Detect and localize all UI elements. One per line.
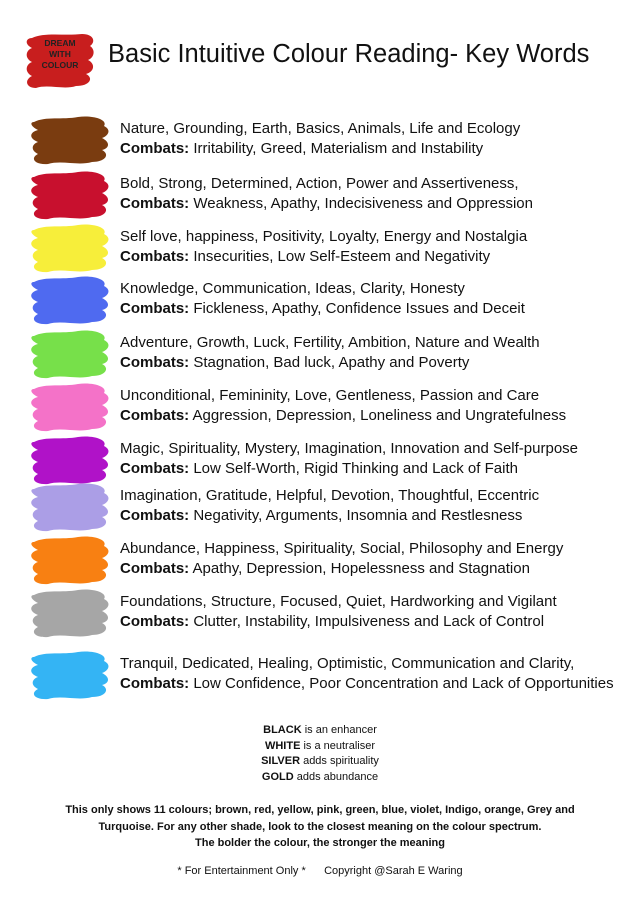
paint-swatch-icon bbox=[28, 220, 112, 276]
colour-row bbox=[0, 540, 640, 584]
paint-swatch-icon bbox=[28, 532, 112, 588]
note-black: BLACK is an enhancer bbox=[263, 724, 377, 736]
colour-combats bbox=[120, 675, 614, 692]
colour-row bbox=[0, 280, 640, 324]
colour-info-paragraph bbox=[40, 802, 600, 852]
info-line-3: The bolder the colour, the stronger the meaning bbox=[195, 837, 445, 849]
colour-row bbox=[0, 228, 640, 272]
combats-text: Negativity, Arguments, Insomnia and Restlesness bbox=[193, 507, 523, 524]
combats-label: Combats: bbox=[120, 407, 190, 424]
note-gold: GOLD adds abundance bbox=[261, 770, 379, 783]
paint-swatch-icon bbox=[28, 647, 112, 703]
colour-keywords: Magic, Spirituality, Mystery, Imagination, Innovation and Self-purpose bbox=[120, 440, 578, 457]
paint-swatch-icon bbox=[28, 112, 112, 168]
combats-label: Combats: bbox=[120, 507, 190, 524]
combats-label: Combats: bbox=[120, 560, 190, 577]
colour-combats bbox=[120, 195, 533, 212]
colour-keywords: Self love, happiness, Positivity, Loyalty, Energy and Nostalgia bbox=[120, 228, 528, 245]
info-line-2: Turquoise. For any other shade, look to the closest meaning on the colour spectrum. bbox=[98, 820, 542, 833]
colour-combats bbox=[120, 460, 518, 477]
combats-label: Combats: bbox=[120, 675, 190, 692]
colour-row bbox=[0, 440, 640, 484]
note-white: WHITE is a neutraliser bbox=[264, 739, 376, 752]
colour-keywords: Nature, Grounding, Earth, Basics, Animals, Life and Ecology bbox=[120, 120, 521, 137]
combats-text: Apathy, Depression, Hopelessness and Stagnation bbox=[192, 560, 530, 577]
combats-text: Weakness, Apathy, Indecisiveness and Oppression bbox=[193, 195, 533, 212]
colour-combats bbox=[120, 300, 525, 317]
colour-combats bbox=[120, 248, 490, 265]
colour-keywords: Adventure, Growth, Luck, Fertility, Ambition, Nature and Wealth bbox=[120, 334, 540, 351]
colour-row bbox=[0, 387, 640, 431]
page-title: Basic Intuitive Colour Reading- Key Words bbox=[108, 40, 590, 68]
combats-text: Low Self-Worth, Rigid Thinking and Lack of Faith bbox=[193, 460, 518, 477]
combats-label: Combats: bbox=[120, 195, 190, 212]
paint-swatch-icon bbox=[28, 379, 112, 435]
combats-text: Aggression, Depression, Loneliness and Ungratefulness bbox=[192, 407, 567, 424]
colour-keywords: Tranquil, Dedicated, Healing, Optimistic, Communication and Clarity, bbox=[120, 655, 575, 672]
colour-combats bbox=[120, 613, 544, 630]
combats-text: Irritability, Greed, Materialism and Instability bbox=[193, 140, 484, 157]
combats-text: Clutter, Instability, Impulsiveness and Lack of Control bbox=[193, 613, 545, 630]
combats-label: Combats: bbox=[120, 613, 190, 630]
colour-keywords: Foundations, Structure, Focused, Quiet, Hardworking and Vigilant bbox=[120, 593, 557, 610]
combats-label: Combats: bbox=[120, 460, 190, 477]
colour-row bbox=[0, 655, 640, 699]
colour-keywords: Abundance, Happiness, Spirituality, Social, Philosophy and Energy bbox=[120, 540, 564, 557]
paint-swatch-icon bbox=[28, 272, 112, 328]
enhancer-notes bbox=[0, 723, 640, 785]
combats-label: Combats: bbox=[120, 248, 190, 265]
colour-keywords: Bold, Strong, Determined, Action, Power and Assertiveness, bbox=[120, 175, 519, 192]
combats-label: Combats: bbox=[120, 354, 190, 371]
logo-line-3: COLOUR bbox=[41, 60, 79, 70]
colour-row bbox=[0, 593, 640, 637]
colour-keywords: Imagination, Gratitude, Helpful, Devotion, Thoughtful, Eccentric bbox=[120, 487, 540, 504]
colour-keywords: Unconditional, Femininity, Love, Gentleness, Passion and Care bbox=[120, 387, 540, 404]
colour-row bbox=[0, 175, 640, 219]
colour-combats bbox=[120, 354, 469, 371]
colour-keywords: Knowledge, Communication, Ideas, Clarity, Honesty bbox=[120, 280, 465, 297]
colour-row bbox=[0, 334, 640, 378]
colour-combats bbox=[120, 560, 530, 577]
paint-swatch-icon bbox=[28, 585, 112, 641]
footer-copyright: * For Entertainment Only * Copyright @Sarah E Waring bbox=[177, 865, 463, 877]
combats-text: Fickleness, Apathy, Confidence Issues and Deceit bbox=[193, 300, 525, 317]
dream-with-colour-logo bbox=[24, 32, 96, 90]
combats-label: Combats: bbox=[120, 300, 190, 317]
info-line-1: This only shows 11 colours; brown, red, yellow, pink, green, blue, violet, Indigo, orange, Grey and bbox=[65, 804, 575, 816]
colour-row bbox=[0, 487, 640, 531]
colour-combats bbox=[120, 140, 483, 157]
combats-text: Insecurities, Low Self-Esteem and Negativity bbox=[193, 248, 491, 265]
combats-text: Low Confidence, Poor Concentration and Lack of Opportunities bbox=[193, 675, 614, 692]
combats-label: Combats: bbox=[120, 140, 190, 157]
paint-swatch-icon bbox=[28, 167, 112, 223]
combats-text: Stagnation, Bad luck, Apathy and Poverty bbox=[193, 354, 470, 371]
logo-line-1: DREAM bbox=[44, 38, 76, 48]
paint-swatch-icon bbox=[28, 479, 112, 535]
logo-line-2: WITH bbox=[49, 49, 71, 59]
colour-row bbox=[0, 120, 640, 164]
paint-swatch-icon bbox=[28, 326, 112, 382]
colour-combats bbox=[120, 507, 522, 524]
note-silver: SILVER adds spirituality bbox=[261, 755, 379, 767]
colour-combats bbox=[120, 407, 566, 424]
